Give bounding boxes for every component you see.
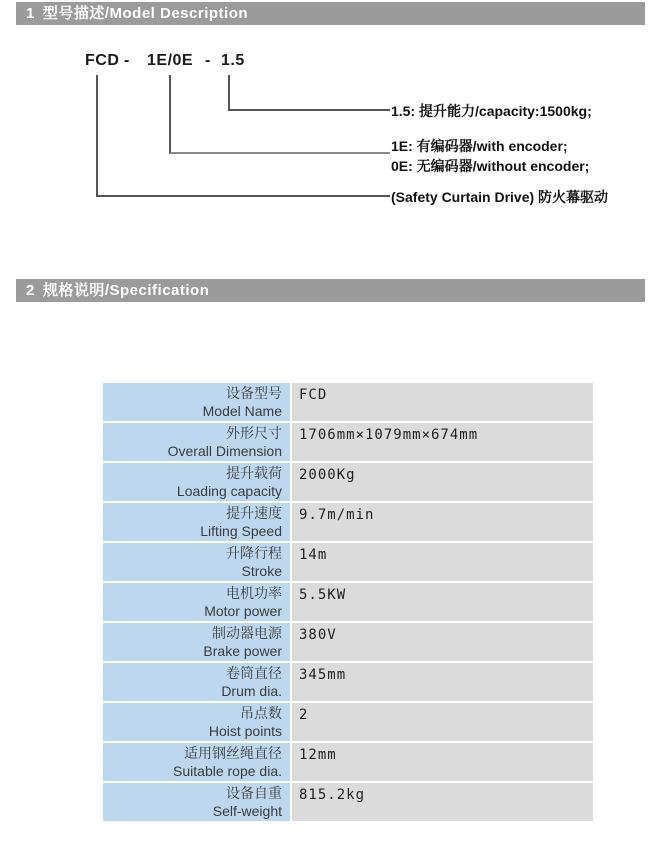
row-value: 5.5KW (292, 583, 593, 621)
row-label-en: Stroke (241, 563, 282, 579)
annotation-capacity: 1.5: 提升能力/capacity:1500kg; (391, 103, 592, 119)
row-label-en: Hoist points (208, 723, 282, 739)
section-1-title: 型号描述/Model Description (42, 5, 249, 22)
table-row-overall-dimension (103, 423, 593, 461)
table-row-loading-capacity (103, 463, 593, 501)
row-value: 9.7m/min (292, 503, 593, 541)
row-label (103, 583, 290, 621)
annotation-encoder-without: 0E: 无编码器/without encoder; (391, 158, 590, 174)
row-label-en: Loading capacity (176, 483, 282, 499)
table-row-self-weight (103, 783, 593, 821)
table-row-drum-dia (103, 663, 593, 701)
row-label-en: Lifting Speed (200, 523, 282, 539)
row-label-en: Brake power (203, 643, 282, 659)
row-label-zh: 吊点数 (240, 705, 282, 721)
row-label (103, 623, 290, 661)
row-label (103, 503, 290, 541)
row-value: 345mm (292, 663, 593, 701)
annotation-encoder-with: 1E: 有编码器/with encoder; (391, 138, 568, 154)
row-label (103, 543, 290, 581)
annotation-encoder (391, 136, 589, 176)
model-code-encoder: 1E/0E (147, 52, 194, 69)
row-value: 12mm (292, 743, 593, 781)
model-code-series: FCD (85, 52, 120, 69)
annotation-drive: (Safety Curtain Drive) 防火幕驱动 (391, 189, 609, 205)
row-label-zh: 升降行程 (226, 545, 282, 561)
table-row-lifting-speed (103, 503, 593, 541)
row-label (103, 423, 290, 461)
section-1-number: 1 (26, 5, 35, 22)
row-label-en: Overall Dimension (167, 443, 282, 459)
model-code-capacity: 1.5 (221, 52, 245, 69)
row-label-zh: 电机功率 (226, 585, 282, 601)
row-label-zh: 制动器电源 (212, 625, 282, 641)
table-row-suitable-rope-dia (103, 743, 593, 781)
row-label-zh: 卷筒直径 (226, 665, 282, 681)
row-value: FCD (292, 383, 593, 421)
row-label-zh: 适用钢丝绳直径 (184, 745, 282, 761)
section-2-header-bar (16, 279, 645, 302)
section-2-number: 2 (26, 282, 35, 299)
row-label (103, 743, 290, 781)
row-label-en: Suitable rope dia. (173, 763, 282, 779)
section-1-header-bar (16, 2, 645, 25)
table-row-motor-power (103, 583, 593, 621)
row-label (103, 783, 290, 821)
row-value: 2 (292, 703, 593, 741)
row-label-zh: 提升速度 (226, 505, 282, 521)
row-label-zh: 外形尺寸 (226, 425, 282, 441)
row-label-zh: 提升载荷 (226, 465, 282, 481)
model-code-separator: - (124, 52, 130, 69)
row-label-en: Model Name (202, 403, 282, 419)
row-label-zh: 设备型号 (226, 385, 282, 401)
connector-line-drive (96, 75, 390, 197)
row-value: 2000Kg (292, 463, 593, 501)
row-label (103, 463, 290, 501)
table-row-model-name (103, 383, 593, 421)
spec-table (103, 383, 593, 823)
row-label-en: Self-weight (212, 803, 282, 819)
row-value: 815.2kg (292, 783, 593, 821)
row-label (103, 703, 290, 741)
table-row-brake-power (103, 623, 593, 661)
row-label-en: Drum dia. (221, 683, 282, 699)
row-value: 380V (292, 623, 593, 661)
table-row-stroke (103, 543, 593, 581)
row-label-en: Motor power (204, 603, 282, 619)
row-label (103, 663, 290, 701)
model-code-separator: - (205, 52, 211, 69)
row-label (103, 383, 290, 421)
row-value: 1706mm×1079mm×674mm (292, 423, 593, 461)
row-value: 14m (292, 543, 593, 581)
row-label-zh: 设备自重 (226, 785, 282, 801)
section-2-title: 规格说明/Specification (42, 282, 210, 299)
table-row-hoist-points (103, 703, 593, 741)
